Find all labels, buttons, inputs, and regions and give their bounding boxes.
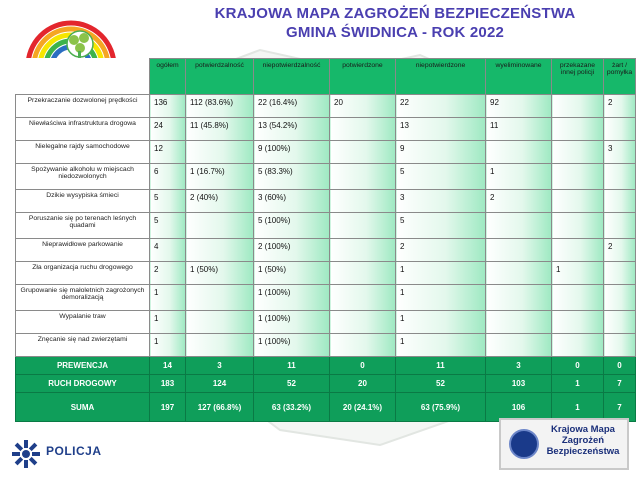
table-cell: 5	[150, 213, 186, 239]
summary-cell: 14	[150, 357, 186, 375]
table-cell	[330, 118, 396, 141]
kmz-badge	[499, 418, 629, 470]
table-cell: 3 (60%)	[254, 190, 330, 213]
table-cell	[486, 141, 552, 164]
page-title: KRAJOWA MAPA ZAGROŻEŃ BEZPIECZEŃSTWA	[214, 5, 576, 22]
table-cell: 6	[150, 164, 186, 190]
table-cell	[330, 141, 396, 164]
row-label: Dzikie wysypiska śmieci	[16, 190, 150, 213]
table-cell: 1	[552, 262, 604, 285]
summary-cell: 20 (24.1%)	[330, 393, 396, 422]
row-label: Zła organizacja ruchu drogowego	[16, 262, 150, 285]
table-cell: 24	[150, 118, 186, 141]
summary-cell: 11	[396, 357, 486, 375]
summary-row	[16, 375, 636, 393]
table-cell: 92	[486, 95, 552, 118]
table-cell: 1	[396, 285, 486, 311]
table-header-row	[16, 59, 636, 95]
summary-cell: 11	[254, 357, 330, 375]
table-cell: 13 (54.2%)	[254, 118, 330, 141]
kmz-line: Zagrożeń	[561, 435, 605, 446]
table-cell: 1 (100%)	[254, 311, 330, 334]
column-header: potwierdzone	[330, 59, 396, 95]
summary-cell: 3	[186, 357, 254, 375]
table-row	[16, 141, 636, 164]
table-cell	[552, 95, 604, 118]
column-header: wyeliminowane	[486, 59, 552, 95]
table-cell: 2	[486, 190, 552, 213]
table-cell: 11	[486, 118, 552, 141]
table-cell: 136	[150, 95, 186, 118]
column-header: ogółem	[150, 59, 186, 95]
table-cell: 1	[396, 311, 486, 334]
table-cell: 5	[396, 164, 486, 190]
table-cell	[552, 164, 604, 190]
table-cell: 1	[396, 262, 486, 285]
table-cell: 13	[396, 118, 486, 141]
table-cell	[552, 190, 604, 213]
summary-cell: 124	[186, 375, 254, 393]
table-cell: 1 (100%)	[254, 285, 330, 311]
table-cell	[486, 239, 552, 262]
table-cell	[486, 285, 552, 311]
summary-cell: 103	[486, 375, 552, 393]
summary-cell: 0	[330, 357, 396, 375]
summary-cell: 7	[604, 393, 636, 422]
table-cell	[604, 285, 636, 311]
row-label: Grupowanie się małoletnich zagrożonych demoralizacją	[16, 285, 150, 311]
table-cell: 1	[396, 334, 486, 357]
table-row	[16, 285, 636, 311]
kmz-map-icon	[509, 429, 539, 459]
table-cell	[604, 311, 636, 334]
table-row	[16, 95, 636, 118]
summary-row	[16, 357, 636, 375]
table-cell: 2	[150, 262, 186, 285]
table-cell	[330, 239, 396, 262]
row-label: Nielegalne rajdy samochodowe	[16, 141, 150, 164]
table-cell	[604, 164, 636, 190]
table-cell	[330, 334, 396, 357]
table-cell	[330, 262, 396, 285]
column-header: niepotwierdzone	[396, 59, 486, 95]
row-label: Nieprawidłowe parkowanie	[16, 239, 150, 262]
summary-cell: 63 (75.9%)	[396, 393, 486, 422]
table-cell: 1	[150, 334, 186, 357]
table-cell	[486, 213, 552, 239]
summary-cell: 1	[552, 375, 604, 393]
table-row	[16, 213, 636, 239]
table-cell: 5 (100%)	[254, 213, 330, 239]
table-cell: 1 (50%)	[254, 262, 330, 285]
row-label: Niewłaściwa infrastruktura drogowa	[16, 118, 150, 141]
table-cell: 1 (16.7%)	[186, 164, 254, 190]
table-cell	[186, 285, 254, 311]
row-label: Wypalanie traw	[16, 311, 150, 334]
table-cell: 9 (100%)	[254, 141, 330, 164]
table-cell: 11 (45.8%)	[186, 118, 254, 141]
kmz-line: Bezpieczeństwa	[546, 446, 620, 457]
table-row	[16, 311, 636, 334]
summary-label: RUCH DROGOWY	[16, 375, 150, 393]
table-cell	[552, 141, 604, 164]
summary-label: PREWENCJA	[16, 357, 150, 375]
table-cell: 22	[396, 95, 486, 118]
table-cell	[604, 118, 636, 141]
table-cell	[604, 334, 636, 357]
summary-cell: 0	[604, 357, 636, 375]
summary-cell: 127 (66.8%)	[186, 393, 254, 422]
table-cell	[604, 262, 636, 285]
table-cell	[552, 334, 604, 357]
table-cell	[330, 311, 396, 334]
table-cell: 9	[396, 141, 486, 164]
summary-cell: 183	[150, 375, 186, 393]
summary-cell: 3	[486, 357, 552, 375]
table-row	[16, 164, 636, 190]
table-cell: 2 (100%)	[254, 239, 330, 262]
row-label: Znęcanie się nad zwierzętami	[16, 334, 150, 357]
column-header: potwierdzalność	[186, 59, 254, 95]
table-cell	[486, 262, 552, 285]
column-header: żart / pomyłka	[604, 59, 636, 95]
summary-cell: 20	[330, 375, 396, 393]
statistics-table	[15, 58, 636, 422]
table-cell	[186, 311, 254, 334]
table-cell: 5	[396, 213, 486, 239]
table-cell	[330, 190, 396, 213]
policja-label: POLICJA	[46, 444, 102, 458]
table-cell: 12	[150, 141, 186, 164]
table-cell	[186, 239, 254, 262]
table-cell	[486, 334, 552, 357]
table-cell: 1 (50%)	[186, 262, 254, 285]
table-cell: 5 (83.3%)	[254, 164, 330, 190]
table-cell	[552, 311, 604, 334]
table-cell	[486, 311, 552, 334]
table-row	[16, 190, 636, 213]
table-cell: 2 (40%)	[186, 190, 254, 213]
table-cell	[552, 239, 604, 262]
table-cell	[186, 334, 254, 357]
table-cell	[330, 285, 396, 311]
row-label: Spożywanie alkoholu w miejscach niedozwolonych	[16, 164, 150, 190]
table-cell: 5	[150, 190, 186, 213]
summary-cell: 197	[150, 393, 186, 422]
table-cell: 22 (16.4%)	[254, 95, 330, 118]
table-cell	[604, 190, 636, 213]
table-cell	[186, 213, 254, 239]
summary-cell: 52	[396, 375, 486, 393]
table-cell	[604, 213, 636, 239]
summary-cell: 1	[552, 393, 604, 422]
table-cell: 1	[486, 164, 552, 190]
table-cell	[330, 213, 396, 239]
table-row	[16, 262, 636, 285]
table-cell: 4	[150, 239, 186, 262]
table-cell: 3	[604, 141, 636, 164]
page-subtitle: GMINA ŚWIDNICA - ROK 2022	[285, 24, 505, 41]
row-label: Poruszanie się po terenach leśnych quadami	[16, 213, 150, 239]
column-header: przekazane innej policji	[552, 59, 604, 95]
table-cell	[186, 141, 254, 164]
table-cell: 20	[330, 95, 396, 118]
table-corner	[16, 59, 150, 95]
table-cell: 2	[604, 95, 636, 118]
kmz-line: Krajowa Mapa	[551, 424, 615, 435]
summary-cell: 63 (33.2%)	[254, 393, 330, 422]
table-cell: 1 (100%)	[254, 334, 330, 357]
summary-cell: 7	[604, 375, 636, 393]
summary-label: SUMA	[16, 393, 150, 422]
table-row	[16, 239, 636, 262]
summary-cell: 0	[552, 357, 604, 375]
row-label: Przekraczanie dozwolonej prędkości	[16, 95, 150, 118]
table-cell	[552, 213, 604, 239]
table-cell	[552, 118, 604, 141]
table-row	[16, 118, 636, 141]
table-cell	[552, 285, 604, 311]
table-cell	[330, 164, 396, 190]
table-row	[16, 334, 636, 357]
column-header: niepotwierdzalność	[254, 59, 330, 95]
table-cell: 112 (83.6%)	[186, 95, 254, 118]
table-cell: 2	[396, 239, 486, 262]
table-cell: 2	[604, 239, 636, 262]
summary-cell: 106	[486, 393, 552, 422]
table-cell: 1	[150, 285, 186, 311]
table-cell: 1	[150, 311, 186, 334]
summary-cell: 52	[254, 375, 330, 393]
kmz-title	[541, 424, 625, 457]
table-cell: 3	[396, 190, 486, 213]
